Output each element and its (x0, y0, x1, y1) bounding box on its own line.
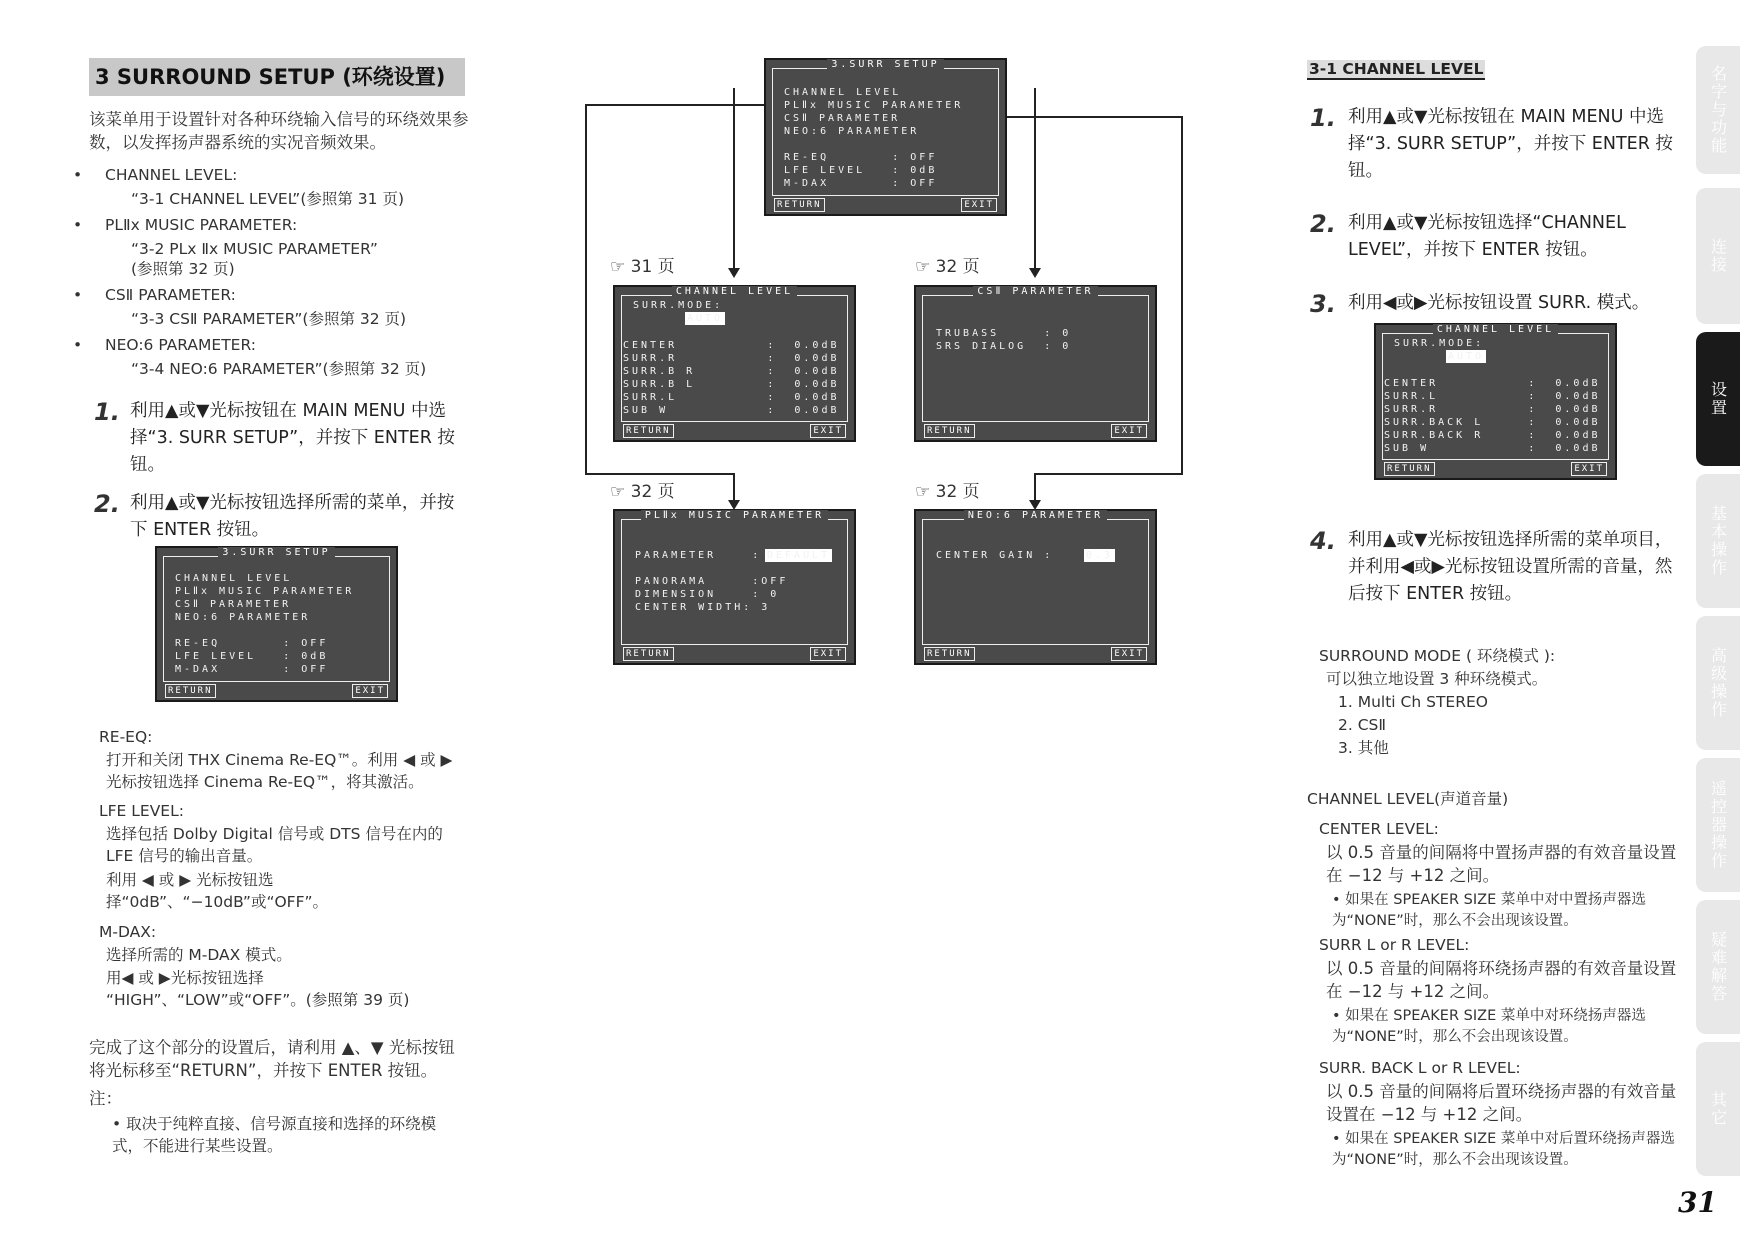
surr-level-text: 以 0.5 音量的间隔将环绕扬声器的有效音量设置在 −12 与 +12 之间。 (1326, 959, 1677, 1001)
lfe-text: 选择包括 Dolby Digital 信号或 DTS 信号在内的 LFE 信号的输出音量。 (106, 825, 443, 865)
surr-setup-screen (764, 58, 1007, 216)
menu-items-list (89, 164, 469, 384)
step-text: 利用▲或▼光标按钮在 MAIN MENU 中选择“3. SURR SETUP”，并按下 ENTER 按钮。 (130, 401, 455, 475)
channel-level-screen-right (1374, 323, 1617, 480)
item-head: • NEO:6 PARAMETER: (89, 334, 469, 358)
return-button[interactable]: RETURN (1384, 462, 1435, 476)
screen-title: 3.SURR SETUP (218, 547, 334, 558)
reeq-head: RE-EQ: (99, 728, 153, 746)
step-text: 利用◀或▶光标按钮设置 SURR. 模式。 (1348, 293, 1650, 313)
mode-item: 1. Multi Ch STEREO (1338, 693, 1488, 711)
mdax-text: 选择所需的 M-DAX 模式。 (106, 946, 292, 964)
surr-setup-screen-small (155, 546, 398, 702)
surr-mode-head: SURROUND MODE ( 环绕模式 ): (1319, 647, 1556, 665)
exit-button[interactable]: EXIT (352, 684, 388, 698)
item-ref: “3-1 CHANNEL LEVEL”(参照第 31 页) (131, 190, 404, 208)
screen-title: CHANNEL LEVEL (672, 286, 797, 297)
step-text: 利用▲或▼光标按钮在 MAIN MENU 中选择“3. SURR SETUP”，并按下 ENTER 按钮。 (1348, 107, 1673, 181)
back-level-note: • 如果在 SPEAKER SIZE 菜单中对后置环绕扬声器选为“NONE”时，那么不会出现该设置。 (1332, 1131, 1675, 1168)
parameter-value[interactable]: DEFAULT (767, 550, 831, 561)
parameter-label: PARAMETER : (635, 550, 762, 561)
step-text: 利用▲或▼光标按钮选择所需的菜单，并按下 ENTER 按钮。 (130, 493, 455, 540)
return-button[interactable]: RETURN (623, 424, 674, 438)
center-level-head: CENTER LEVEL: (1319, 820, 1439, 838)
tab-connection[interactable]: 连接 (1696, 188, 1740, 324)
plx-lines: PANORAMA :OFF DIMENSION : 0 CENTER WIDTH: 3 (635, 576, 789, 613)
back-level-head: SURR. BACK L or R LEVEL: (1319, 1059, 1521, 1077)
screen-title: NEO:6 PARAMETER (964, 510, 1107, 521)
tab-names-functions[interactable]: 名字与功能 (1696, 46, 1740, 174)
item-ref: “3-2 PLx Ⅱx MUSIC PARAMETER” (131, 240, 378, 258)
channel-lines: CENTER : 0.0dB SURR.L : 0.0dB SURR.R : 0.0dB SURR.BACK L : 0.0dB SURR.BACK R : 0.0dB SUB W : 0.0dB (1384, 378, 1601, 454)
return-button[interactable]: RETURN (924, 424, 975, 438)
screen-title: 3.SURR SETUP (827, 59, 943, 70)
item-head: • CSⅡ PARAMETER: (89, 284, 469, 308)
exit-button[interactable]: EXIT (810, 424, 846, 438)
return-button[interactable]: RETURN (623, 647, 674, 661)
page-ref: ☞ 31 页 (610, 257, 675, 277)
note-head: 注： (89, 1089, 122, 1108)
step-text: 利用▲或▼光标按钮选择“CHANNEL LEVEL”，并按下 ENTER 按钮。 (1348, 213, 1626, 260)
surr-mode-label: SURR.MODE: (633, 300, 724, 311)
note-text: • 取决于纯粹直接、信号源直接和选择的环绕模式，不能进行某些设置。 (112, 1115, 437, 1155)
step-text: 利用▲或▼光标按钮选择所需的菜单项目，并利用◀或▶光标按钮设置所需的音量，然后按下 ENTER 按钮。 (1348, 530, 1673, 604)
intro-text: 该菜单用于设置针对各种环绕输入信号的环绕效果参数，以发挥扬声器系统的实况音频效果。 (89, 110, 469, 152)
back-level-text: 以 0.5 音量的间隔将后置环绕扬声器的有效音量设置在 −12 与 +12 之间。 (1326, 1082, 1677, 1124)
right-section-title: 3-1 CHANNEL LEVEL (1309, 60, 1484, 78)
exit-button[interactable]: EXIT (1111, 424, 1147, 438)
screen-title: CSⅡ PARAMETER (973, 286, 1097, 297)
return-button[interactable]: RETURN (924, 647, 975, 661)
cs2-parameter-screen (914, 285, 1157, 442)
item-head: • CHANNEL LEVEL: (89, 164, 469, 188)
exit-button[interactable]: EXIT (1111, 647, 1147, 661)
tab-remote-operation[interactable]: 遥控器操作 (1696, 758, 1740, 892)
surr-mode-value[interactable]: AUTO (1448, 351, 1485, 362)
exit-button[interactable]: EXIT (1571, 462, 1607, 476)
tab-setup[interactable]: 设置 (1696, 332, 1740, 466)
channel-level-head: CHANNEL LEVEL(声道音量) (1307, 790, 1509, 808)
screen-lines: CHANNEL LEVEL PLⅡx MUSIC PARAMETER CSⅡ PARAMETER NEO:6 PARAMETER RE-EQ : OFF LFE LEVEL : 0dB M-DAX : OFF (784, 87, 964, 189)
step-number: 3. (1310, 290, 1336, 318)
item-ref: “3-4 NEO:6 PARAMETER”(参照第 32 页) (131, 360, 427, 378)
step-number: 1. (94, 398, 120, 426)
surr-level-head: SURR L or R LEVEL: (1319, 936, 1470, 954)
section-title: 3 SURROUND SETUP (环绕设置) (89, 58, 465, 96)
step-number: 1. (1310, 104, 1336, 132)
mdax-head: M-DAX: (99, 923, 157, 941)
tab-basic-operation[interactable]: 基本操作 (1696, 474, 1740, 608)
surr-mode-label: SURR.MODE: (1394, 338, 1485, 349)
item-ref: “3-3 CSⅡ PARAMETER”(参照第 32 页) (131, 310, 407, 328)
tab-advanced-operation[interactable]: 高级操作 (1696, 616, 1740, 750)
reeq-text: 打开和关闭 THX Cinema Re-EQ™。利用 ◀ 或 ▶ 光标按钮选择 Cinema Re-EQ™，将其激活。 (106, 751, 453, 791)
step-number: 2. (1310, 210, 1336, 238)
page-ref: ☞ 32 页 (610, 482, 675, 502)
finish-text: 完成了这个部分的设置后，请利用 ▲、▼ 光标按钮将光标移至“RETURN”，并按下 ENTER 按钮。 (89, 1038, 455, 1080)
screen-title: CHANNEL LEVEL (1433, 324, 1558, 335)
screen-lines: CHANNEL LEVEL PLⅡx MUSIC PARAMETER CSⅡ PARAMETER NEO:6 PARAMETER RE-EQ : OFF LFE LEVEL : 0dB M-DAX : OFF (175, 573, 355, 675)
exit-button[interactable]: EXIT (961, 198, 997, 212)
center-gain-label: CENTER GAIN : (936, 550, 1054, 561)
exit-button[interactable]: EXIT (810, 647, 846, 661)
screen-title: PLⅡx MUSIC PARAMETER (641, 510, 828, 521)
center-level-note: • 如果在 SPEAKER SIZE 菜单中对中置扬声器选为“NONE”时，那么不会出现该设置。 (1332, 892, 1646, 929)
return-button[interactable]: RETURN (165, 684, 216, 698)
surr-mode-text: 可以独立地设置 3 种环绕模式。 (1326, 670, 1548, 688)
page-ref: ☞ 32 页 (915, 482, 980, 502)
lfe-head: LFE LEVEL: (99, 802, 184, 820)
surr-level-note: • 如果在 SPEAKER SIZE 菜单中对环绕扬声器选为“NONE”时，那么不会出现该设置。 (1332, 1008, 1646, 1045)
cs2-lines: TRUBASS : 0 SRS DIALOG : 0 (936, 328, 1072, 352)
mdax-text-2: 用◀ 或 ▶光标按钮选择 “HIGH”、“LOW”或“OFF”。(参照第 39 页) (106, 969, 410, 1009)
page-number: 31 (1678, 1186, 1717, 1219)
neo6-parameter-screen (914, 509, 1157, 665)
lfe-text-2: 利用 ◀ 或 ▶ 光标按钮选择“0dB”、“−10dB”或“OFF”。 (106, 871, 329, 911)
mode-item: 2. CSⅡ (1338, 716, 1387, 734)
item-ref: (参照第 32 页) (131, 260, 235, 278)
center-gain-value[interactable]: 0.3 (1086, 550, 1114, 561)
page-ref: ☞ 32 页 (915, 257, 980, 277)
step-number: 4. (1310, 527, 1336, 555)
channel-lines: CENTER : 0.0dB SURR.R : 0.0dB SURR.B R : 0.0dB SURR.B L : 0.0dB SURR.L : 0.0dB SUB W : 0.0dB (623, 340, 840, 416)
tab-others[interactable]: 其它 (1696, 1042, 1740, 1176)
plx-music-parameter-screen (613, 509, 856, 665)
surr-mode-value[interactable]: AUTO (687, 313, 724, 324)
tab-troubleshooting[interactable]: 疑难解答 (1696, 900, 1740, 1034)
channel-level-screen (613, 285, 856, 442)
return-button[interactable]: RETURN (774, 198, 825, 212)
center-level-text: 以 0.5 音量的间隔将中置扬声器的有效音量设置在 −12 与 +12 之间。 (1326, 843, 1677, 885)
step-number: 2. (94, 490, 120, 518)
item-head: • PLⅡx MUSIC PARAMETER: (89, 214, 469, 238)
mode-item: 3. 其他 (1338, 739, 1389, 757)
